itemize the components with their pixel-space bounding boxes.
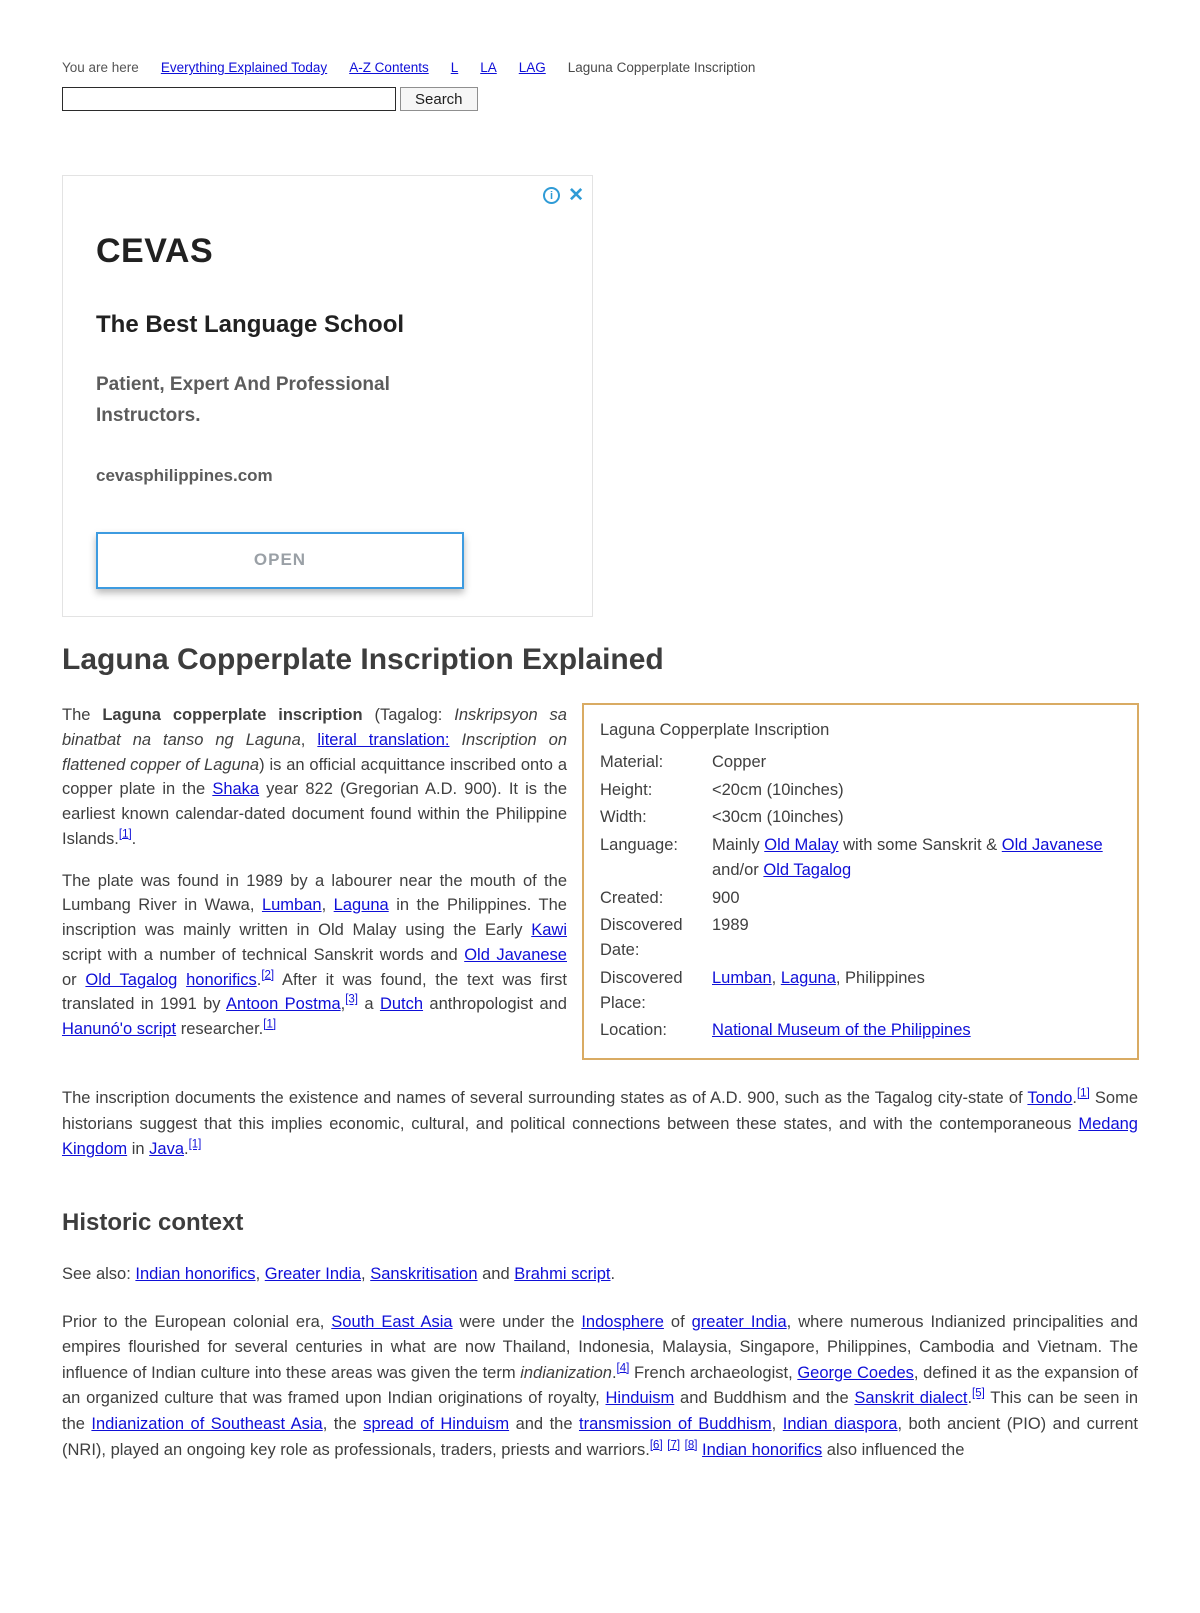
text-link[interactable]: Indian diaspora bbox=[782, 1414, 898, 1433]
infobox-label: Discovered Date: bbox=[600, 916, 683, 959]
infobox-value: <20cm (10inches) bbox=[712, 780, 844, 799]
infobox-value: <30cm (10inches) bbox=[712, 808, 844, 827]
text-link[interactable]: South East Asia bbox=[331, 1312, 453, 1331]
text-link[interactable]: Indianization of Southeast Asia bbox=[91, 1414, 323, 1433]
footnote-ref[interactable]: [7] bbox=[667, 1439, 681, 1451]
text-link[interactable]: Laguna bbox=[333, 896, 389, 915]
breadcrumb-link[interactable]: L bbox=[450, 60, 459, 75]
footnote-ref[interactable]: [8] bbox=[684, 1439, 698, 1451]
infobox-value: Lumban, Laguna, Philippines bbox=[712, 968, 925, 987]
infobox-value: 900 bbox=[712, 888, 740, 907]
intro-text-column bbox=[62, 703, 567, 1042]
section-heading-historic-context: Historic context bbox=[62, 1208, 244, 1236]
breadcrumb-link[interactable]: A-Z Contents bbox=[349, 60, 429, 75]
ad-open-button[interactable]: OPEN bbox=[96, 532, 464, 589]
footnote-ref[interactable]: [1] bbox=[263, 1018, 277, 1031]
ad-description: Patient, Expert And Professional Instructors. bbox=[96, 374, 390, 427]
text-link[interactable]: National Museum of the Philippines bbox=[712, 1021, 971, 1040]
infobox-value bbox=[712, 1018, 1121, 1043]
text-link[interactable]: Antoon Postma bbox=[226, 995, 341, 1014]
footnote-ref[interactable]: [1] bbox=[118, 828, 132, 841]
intro-section bbox=[62, 703, 1138, 1060]
breadcrumb-link[interactable]: Everything Explained Today bbox=[160, 60, 328, 75]
ad-info-icon[interactable]: i bbox=[543, 187, 560, 204]
text-link[interactable]: Brahmi script bbox=[514, 1264, 611, 1283]
ad-close-icon[interactable]: ✕ bbox=[568, 185, 584, 206]
text-link[interactable]: honorifics bbox=[186, 970, 257, 989]
text-link[interactable]: Old Tagalog bbox=[85, 970, 178, 989]
infobox-label: Height: bbox=[600, 780, 653, 799]
breadcrumb-current: Laguna Copperplate Inscription bbox=[567, 60, 756, 75]
breadcrumb-link[interactable]: LAG bbox=[518, 60, 546, 75]
breadcrumb bbox=[62, 60, 1138, 75]
footnote-ref[interactable]: [1] bbox=[188, 1138, 202, 1151]
text-link[interactable]: literal translation: bbox=[317, 730, 450, 749]
text-link[interactable]: greater India bbox=[691, 1312, 787, 1331]
text-link[interactable]: Tondo bbox=[1027, 1089, 1073, 1107]
text-link[interactable]: Kawi bbox=[531, 921, 567, 939]
infobox-label: Material: bbox=[600, 752, 664, 771]
infobox-label: Created: bbox=[600, 888, 664, 907]
infobox-label: Discovered Place: bbox=[600, 968, 683, 1012]
advertisement bbox=[62, 175, 593, 617]
search-button[interactable]: Search bbox=[400, 87, 478, 111]
infobox-title: Laguna Copperplate Inscription bbox=[600, 721, 830, 739]
infobox-label: Language: bbox=[600, 836, 678, 854]
ad-brand: CEVAS bbox=[96, 232, 214, 270]
footnote-ref[interactable]: [2] bbox=[261, 969, 275, 981]
footnote-ref[interactable]: [3] bbox=[345, 993, 359, 1006]
breadcrumb-link[interactable]: LA bbox=[480, 60, 497, 75]
infobox-value: Copper bbox=[712, 752, 767, 771]
breadcrumb-links bbox=[161, 60, 546, 75]
footnote-ref[interactable]: [4] bbox=[616, 1362, 630, 1375]
text-link[interactable]: Indosphere bbox=[581, 1312, 664, 1331]
infobox-label: Width: bbox=[600, 808, 647, 827]
ad-domain: cevasphilippines.com bbox=[96, 465, 273, 485]
text-link[interactable]: Sanskritisation bbox=[370, 1264, 478, 1283]
text-link[interactable]: Indian honorifics bbox=[702, 1440, 823, 1459]
text-link[interactable]: Medang Kingdom bbox=[62, 1114, 1138, 1159]
page bbox=[0, 60, 1200, 1503]
text-link[interactable]: Indian honorifics bbox=[135, 1264, 256, 1283]
text-link[interactable]: Lumban bbox=[261, 896, 322, 915]
breadcrumb-prefix: You are here bbox=[62, 60, 139, 75]
historic-context-paragraph: Prior to the European colonial era, South East Asia were under the Indosphere of greater India, where numerous Indianized principalities and empires flourished for several centuries in what are now Thailand, Indonesia, Malaysia, Singapore, Philippines, Cambodia and Vietnam. The influence of Indian culture into these areas was given the term indianization.[4] French archaeologist, George Coedes, defined it as the expansion of an organized culture that was framed upon Indian originations of royalty, Hinduism and Buddhism and the Sanskrit dialect.[5] This can be seen in the Indianization of Southeast Asia, the spread of Hinduism and the transmission of Buddhism, Indian diaspora, both ancient (PIO) and current (NRI), played an ongoing key role as professionals, traders, priests and warriors.[6] [7] [8] Indian honorifics also influenced the bbox=[62, 1312, 1138, 1459]
infobox bbox=[582, 703, 1139, 1060]
infobox-value: Mainly Old Malay with some Sanskrit & Old Javanese and/or Old Tagalog bbox=[712, 836, 1103, 879]
text-link[interactable]: Old Tagalog bbox=[763, 860, 852, 879]
text-link[interactable]: Greater India bbox=[264, 1264, 362, 1283]
text-link[interactable]: Java bbox=[149, 1140, 184, 1159]
text-link[interactable]: Old Javanese bbox=[464, 945, 567, 964]
text-link[interactable]: Hinduism bbox=[605, 1389, 675, 1408]
text-link[interactable]: Shaka bbox=[212, 780, 260, 799]
infobox-rows bbox=[600, 750, 1121, 1043]
text-link[interactable]: transmission of Buddhism bbox=[578, 1414, 772, 1433]
summary-paragraph: The inscription documents the existence and names of several surrounding states as of A.D. 900, such as the Tagalog city-state of Tondo.[1] Some historians suggest that this implies economic, cultural, and political connections between these states, and with the contemporaneous Medang Kingdom in Java.[1] bbox=[62, 1087, 1139, 1159]
text-link[interactable]: Old Malay bbox=[764, 836, 839, 854]
intro-paragraph-1: The Laguna copperplate inscription (Tagalog: Inskripsyon sa binatbat na tanso ng Laguna, literal translation: Inscription on flattened copper of Laguna) is an official acquittance inscribed onto a copper plate in the Shaka year 822 (Gregorian A.D. 900). It is the earliest known calendar-dated document found within the Philippine Islands.[1]. bbox=[62, 706, 568, 848]
ad-controls bbox=[543, 186, 584, 205]
page-title: Laguna Copperplate Inscription Explained bbox=[62, 643, 664, 676]
intro-paragraph-2: The plate was found in 1989 by a labourer near the mouth of the Lumbang River in Wawa, Lumban, Laguna in the Philippines. The inscription was mainly written in Old Malay using the Early Kawi script with a number of technical Sanskrit words and Old Javanese or Old Tagalog honorifics.[2] After it was found, the text was first translated in 1991 by Antoon Postma,[3] a Dutch anthropologist and Hanunó'o script researcher.[1] bbox=[62, 871, 567, 1038]
text-link[interactable]: Lumban bbox=[712, 968, 772, 987]
footnote-ref[interactable]: [1] bbox=[1076, 1087, 1090, 1100]
footnote-ref[interactable]: [5] bbox=[972, 1387, 985, 1400]
text-link[interactable]: Old Javanese bbox=[1001, 836, 1103, 854]
ad-headline: The Best Language School bbox=[96, 311, 405, 338]
text-link[interactable]: Laguna bbox=[780, 968, 836, 987]
text-link[interactable]: Dutch bbox=[379, 995, 424, 1014]
text-link[interactable]: Hanunó'o script bbox=[62, 1020, 177, 1038]
text-link[interactable]: spread of Hinduism bbox=[363, 1414, 510, 1433]
footnote-ref[interactable]: [6] bbox=[649, 1439, 663, 1451]
text-link[interactable]: George Coedes bbox=[797, 1363, 914, 1382]
search-bar bbox=[62, 87, 1138, 111]
infobox-label: Location: bbox=[600, 1021, 667, 1040]
see-also-line: See also: Indian honorifics, Greater India, Sanskritisation and Brahmi script. bbox=[62, 1264, 616, 1283]
search-input[interactable] bbox=[62, 87, 396, 111]
text-link[interactable]: Sanskrit dialect bbox=[854, 1389, 968, 1408]
infobox-value: 1989 bbox=[712, 916, 749, 935]
